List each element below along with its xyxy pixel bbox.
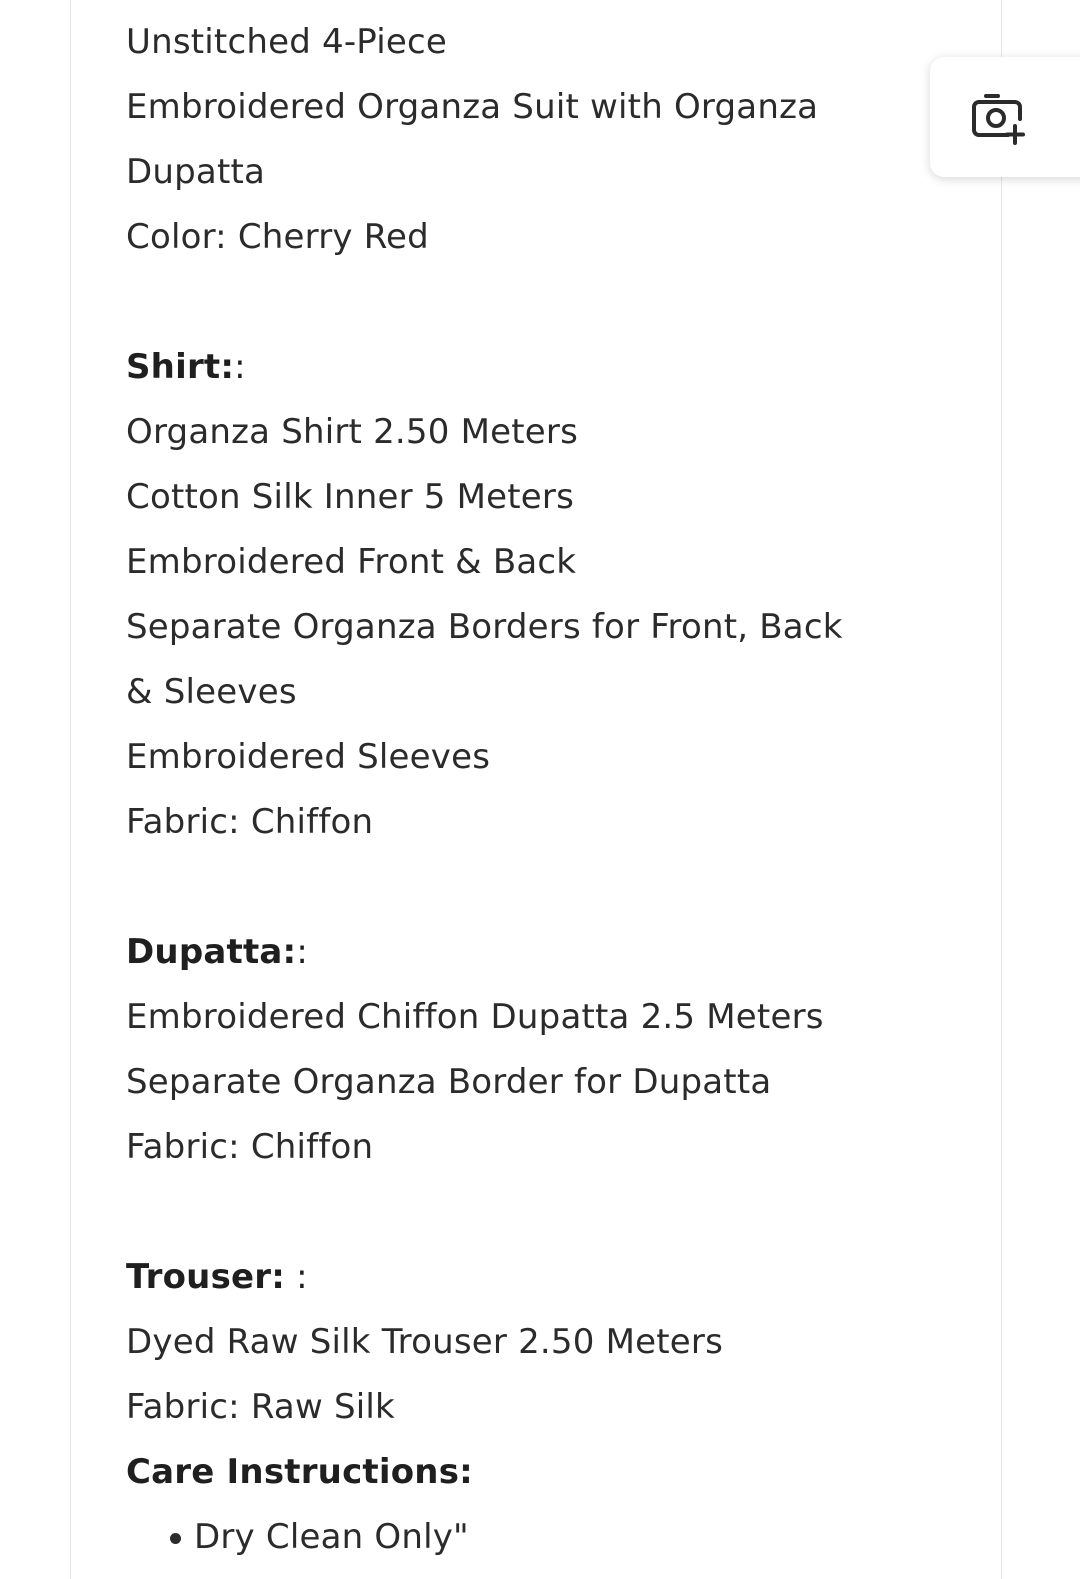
section-spacer: [126, 1180, 926, 1245]
shirt-heading-suffix: :: [234, 347, 246, 387]
care-heading: Care Instructions:: [126, 1452, 473, 1492]
image-search-button[interactable]: [930, 57, 1080, 177]
trouser-heading: [126, 1245, 926, 1310]
shirt-detail-line: Embroidered Front & Back: [126, 542, 577, 582]
camera-add-icon: [970, 91, 1026, 145]
trouser-fabric-line: Fabric: Raw Silk: [126, 1387, 395, 1427]
shirt-detail-line: Organza Shirt 2.50 Meters: [126, 412, 578, 452]
trouser-heading-label: Trouser:: [126, 1257, 286, 1297]
bullet-icon: [170, 1533, 181, 1544]
dupatta-heading-label: Dupatta:: [126, 932, 297, 972]
section-spacer: [126, 855, 926, 920]
dupatta-detail-line: Embroidered Chiffon Dupatta 2.5 Meters: [126, 997, 824, 1037]
shirt-detail-line: Separate Organza Borders for Front, Back: [126, 607, 843, 647]
dupatta-heading-suffix: :: [296, 932, 309, 972]
trouser-heading-suffix: :: [285, 1257, 308, 1297]
dupatta-fabric-line: Fabric: Chiffon: [126, 1127, 374, 1167]
intro-line: Embroidered Organza Suit with Organza: [126, 87, 819, 127]
product-description: [126, 10, 926, 1570]
dupatta-heading: [126, 920, 926, 985]
color-line: Color: Cherry Red: [126, 217, 429, 257]
intro-line: Dupatta: [126, 152, 266, 192]
shirt-fabric-line: Fabric: Chiffon: [126, 802, 374, 842]
care-list: [126, 1505, 926, 1570]
dupatta-detail-line: Separate Organza Border for Dupatta: [126, 1062, 772, 1102]
care-item-text: Dry Clean Only": [194, 1517, 469, 1557]
shirt-detail-line: Embroidered Sleeves: [126, 737, 491, 777]
shirt-detail-line: & Sleeves: [126, 672, 297, 712]
shirt-detail-line: Cotton Silk Inner 5 Meters: [126, 477, 574, 517]
shirt-heading: [126, 335, 926, 400]
section-spacer: [126, 270, 926, 335]
care-list-item: [126, 1505, 926, 1570]
trouser-detail-line: Dyed Raw Silk Trouser 2.50 Meters: [126, 1322, 723, 1362]
shirt-heading-label: Shirt:: [126, 347, 235, 387]
intro-line: Unstitched 4-Piece: [126, 22, 448, 62]
